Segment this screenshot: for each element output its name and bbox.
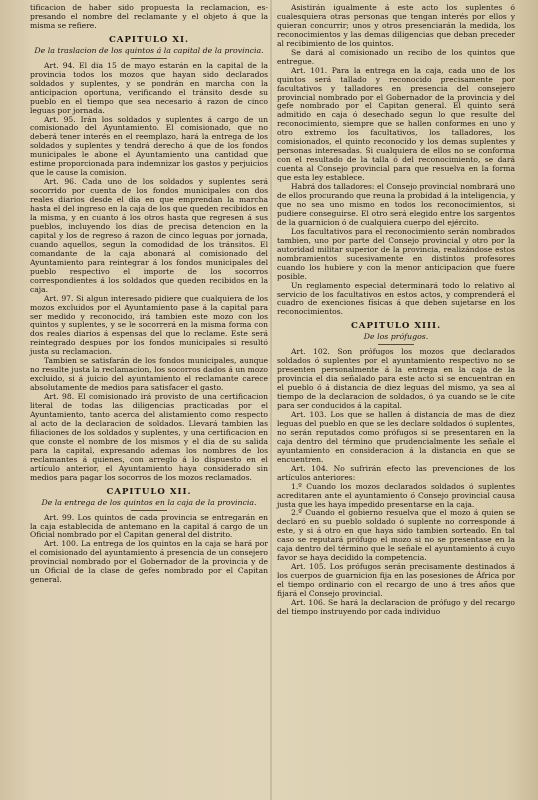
divider — [378, 344, 414, 345]
chapter-13-title: CAPITULO XIII. — [350, 321, 442, 332]
article-98: Art. 98. El comisionado irá provisto de una certificacion literal de todas las diligencias practicadas por el Ayuntamiento, tanto acerca del alistamiento como respecto al acto de la declaracion de soldados. Llevará tambien las filiaciones de los soldados y suplentes, y una certificacion en que conste el nombre de los mismos y el dia de su salida para la capital, expresando ademas los nombres de los reclamantes á quienes, con arreglo á lo dispuesto en el artículo anterior, el Ayuntamiento haya considerado sin medios para pagar los socorros de los mozos reclamados. — [30, 392, 268, 482]
article-103: Art. 103. Los que se hallen á distancia de mas de diez leguas del pueblo en que se les declare soldados ó suplentes, no serán reputados como prófugos si se presentaren en la caja dentro del término que prudencialmente les señale el ayuntamiento en consideracion á la distancia en que se encuentren. — [277, 409, 515, 464]
article-99: Art. 99. Los quintos de cada provincia se entregarán en la caja establecida de antemano en la capital á cargo de un Oficial nombrado por el Capitan general del distrito. — [30, 512, 268, 540]
article-100: Art. 100. La entrega de los quintos en la caja se hará por el comisionado del ayuntamiento á presencia de un consejero provincial nombrado por el Gobernador de la provincia y de un Oficial de la clase de gefes nombrado por el Capitan general. — [30, 539, 268, 585]
left-column — [30, 4, 268, 585]
article-105: Art. 105. Los prófugos serán precisamente destinados á los cuerpos de guarnicion fija en las posesiones de África por el tiempo ordinario con el recargo de uno á tres años que fijará el Consejo provincial. — [277, 562, 515, 599]
article-102: Art. 102. Son prófugos los mozos que declarados soldados ó suplentes por el ayuntamiento respectivo no se presenten personalmente á la entrega en la caja de la provincia el dia señalado para este acto si se encuentran en el pueblo ó á distancia de diez leguas del mismo, ya sea al tiempo de la declaracion de soldados, ó ya cuando se le cite para ser conducidos á la capital. — [277, 347, 515, 411]
right-column — [277, 4, 515, 617]
article-104-item-2: 2.º Cuando el gobierno resuelva que el mozo á quien se declaró en su pueblo soldado ó suplente no corresponde á este, y si á otro en que haya sido tambien sorteado. En tal caso se reputará prófugo el mozo si no se presentase en la caja dentro del término que le señale el ayuntamiento á cuyo favor se haya decidido la competencia. — [277, 508, 515, 563]
article-104-item-1: 1.º Cuando los mozos declarados soldados ó suplentes acreditaren ante el ayuntamiento ó Consejo provincial causa justa que les haya impedido presentarse en la caja. — [277, 481, 515, 509]
paragraph-se-dara: Se dará al comisionado un recibo de los quintos que entregue. — [277, 47, 515, 66]
article-97: Art. 97. Si algun interesado pidiere que cualquiera de los mozos excluidos por el Ayuntamiento pase á la capital para ser medido y reconocido, irá tambien este mozo con los quintos y suplentes, y se le socorrerá en la misma forma con dos reales diarios á espensas del que lo reclame. Este será reintegrado despues por los fondos municipales si resultó justa su reclamacion. — [30, 293, 268, 357]
article-101: Art. 101. Para la entrega en la caja, cada uno de los quintos será tallado y reconocido precisamente por facultativos y talladores en presencia del consejero provincial nombrado por el Gobernador de la provincia y del gefe nombrado por el Capitan general. El quinto será admitido en caja ó desechado segun lo que resulte del reconocimiento, siempre que se hallen conformes en uno y otro extremo los facultativos, los talladores, los comisionados, el quinto reconocido y los demas suplentes y personas interesadas. Si cualquiera de ellos no se conforma con el resultado de la talla ó del reconocimiento, se dará cuenta al Consejo provincial para que resuelva en la forma que esta ley establece. — [277, 65, 515, 183]
article-104: Art. 104. No sufrirán efecto las prevenciones de los artículos anteriores: — [277, 463, 515, 482]
article-94: Art. 94. El dia 15 de mayo estarán en la capital de la provincia todos los mozos que hayan sido declarados soldados y suplentes, y se pondrán en marcha con la anticipacion oportuna, verificando el tránsito desde su pueblo en el tiempo que sea necesario á razon de cinco leguas por jornada. — [30, 60, 268, 115]
chapter-11-title: CAPITULO XI. — [108, 34, 190, 45]
paragraph-asistiran: Asistirán igualmente á este acto los suplentes ó cualesquiera otras personas que tengan interés por ellos y quieran concurrir; unos y otros presenciarán la medida, los reconocimientos y las demas diligencias que deban preceder al recibimiento de los quintos. — [277, 3, 515, 48]
paragraph-reglamento: Un reglamento especial determinará todo lo relativo al servicio de los facultativos en estos actos, y comprenderá el cuadro de exenciones físicas á que deben sujetarse en los reconocimientos. — [277, 280, 515, 317]
divider — [131, 510, 167, 511]
chapter-12-title: CAPITULO XII. — [106, 486, 192, 497]
column-gutter — [270, 0, 272, 800]
chapter-11-subtitle: De la traslacion de los quintos á la capital de la provincia. — [34, 45, 264, 55]
paragraph-facultativos: Los facultativos para el reconocimiento serán nombrados tambien, uno por parte del Consejo provincial y otro por la autoridad militar superior de la provincia, realizándose estos nombramientos sucesivamente en distintos profesores cuando los hubiere y con la menor anticipacion que fuere posible. — [277, 226, 515, 281]
article-106: Art. 106. Se hará la declaracion de prófugo y del recargo del tiempo instruyendo por cada individuo — [277, 598, 515, 616]
intro-paragraph: tificacion de haber sido propuesta la reclamacion, es-presando el nombre del reclamante y el objeto á que la misma se refiere. — [30, 3, 268, 30]
article-95: Art. 95. Irán los soldados y suplentes á cargo de un comisionado del Ayuntamiento. El comisionado, que no deberá tener interés en el reemplazo, hará la entrega de los soldados y suplentes y tendrá derecho á que de los fondos municipales le abone el Ayuntamiento una cantidad que estime proporcionada para indemnizar los gastos y perjuicios que le cause la comision. — [30, 114, 268, 178]
article-96: Art. 96. Cada uno de los soldados y suplentes será socorrido por cuenta de los fondos municipales con dos reales diarios desde el dia en que emprendan la marcha hasta el del ingreso en la caja de los que queden recibidos en la misma, y en cuanto á los otros hasta que regresen á sus pueblos, incluyendo los dias de precisa detencion en la capital y los de regreso á razon de cinco leguas por jornada, cuando aquellos, segun la comodidad de los tránsitos. El comandante de la caja abonará al comisionado del Ayuntamiento para reintegrar á los fondos municipales del pueblo respectivo el importe de los socorros correspondientes á los soldados que queden recibidos en la caja. — [30, 177, 268, 294]
paragraph-tambien: Tambien se satisfarán de los fondos municipales, aunque no resulte justa la reclamacion, los socorros dados á un mozo excluido, si á juicio del ayuntamiento el reclamante carece absolutamente de medios para satisfacer el gasto. — [30, 356, 268, 393]
chapter-12-subtitle: De la entrega de los quintos en la caja de la provincia. — [41, 497, 257, 507]
paragraph-habra: Habrá dos talladores: el Consejo provincial nombrará uno de ellos procurando que reuna la probidad á la inteligencia, y que no sea uno mismo en todos los reconocimientos, si pudiere conseguirse. El otro será elegido entre los sargentos de la guarnicion ó de cualquiera cuerpo del ejército. — [277, 182, 515, 227]
divider — [131, 58, 167, 59]
chapter-13-subtitle: De los prófugos. — [363, 332, 429, 342]
